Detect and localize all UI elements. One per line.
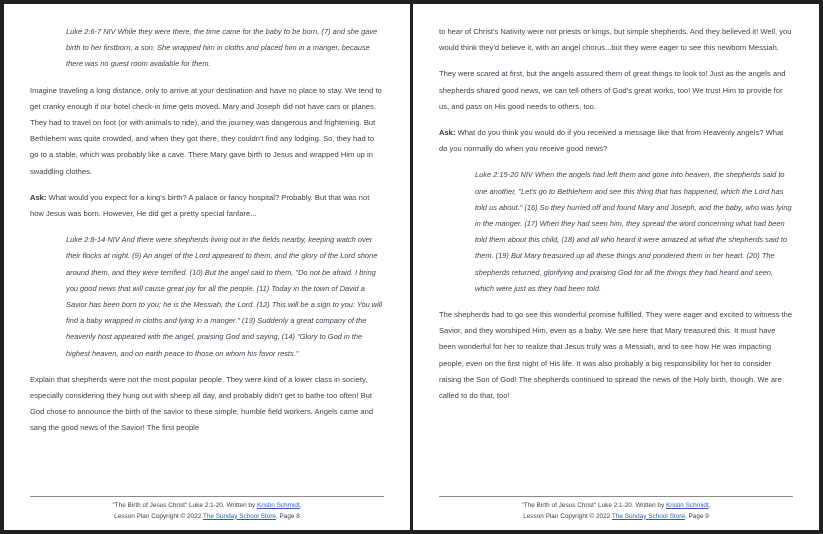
publisher-link[interactable]: The Sunday School Store: [202, 512, 276, 520]
page-footer: [439, 493, 793, 522]
body-paragraph: Imagine traveling a long distance, only to arrive at your destination and have no place to stay. We tend to get cranky enough if our hotel check-in time gets moved. Mary and Joseph did not have cars or planes. They had to travel on foot (or with animals to ride), and the journey was dangerous and frightening. But Bethlehem was quite crowded, and when they got there, they couldn't find any lodging. So, they had to go to a stable, which was probably like a cave. There Mary gave birth to Jesus and wrapped Him up in swaddling clothes.: [30, 85, 382, 176]
scripture-block: [36, 232, 384, 362]
footer-copyright-text: Lesson Plan Copyright © 2022: [114, 512, 203, 520]
footer-divider: [439, 496, 793, 497]
page-right-body: [439, 24, 793, 493]
scripture-block: [445, 167, 793, 297]
body-paragraph: They were scared at first, but the angels assured them of great things to look to! Just as the angels and shepherds shared good news, we can tell others of God's great works, too! We trust Him to provide for us, and pass on His good needs to others, too.: [439, 69, 786, 111]
footer-title-text: "The Birth of Jesus Christ" Luke 2:1-20. Written by: [521, 502, 666, 509]
ask-label: Ask:: [439, 128, 456, 138]
ask-text: What do you think you would do if you received a message like that from Heavenly angels? What do you normally do when you receive good news?: [439, 128, 784, 154]
footer-line-title: [439, 501, 793, 512]
footer-line-copyright: [30, 512, 384, 523]
scripture-text: When the angels had left them and gone into heaven, the shepherds said to one another, "Let's go to Bethlehem and see this thing that has happened, which the Lord has told us about." (16) So they hurried off and found Mary and Joseph, and the baby, who was lying in the manger. (17) When they had seen him, they spread the word concerning what had been told them about this child, (18) and all who heard it were amazed at what the shepherds said to them. (19) But Mary treasured up all these things and pondered them in her heart. (20) The shepherds returned, glorifying and praising God for all the things they had heard and seen, which were just as they had been told.: [475, 170, 792, 293]
page-footer: [30, 493, 384, 522]
footer-title-text: "The Birth of Jesus Christ" Luke 2:1-20. Written by: [112, 502, 257, 509]
footer-page-number: , Page 8: [275, 512, 300, 520]
scripture-reference: Luke 2:6-7 NIV: [66, 27, 116, 36]
ask-paragraph: [30, 190, 384, 222]
footer-line-title: [30, 501, 384, 512]
publisher-link[interactable]: The Sunday School Store: [611, 512, 685, 520]
author-link[interactable]: Kristin Schmidt: [665, 502, 709, 509]
page-left-body: [30, 24, 384, 493]
body-paragraph: to hear of Christ's Nativity were not priests or kings, but simple shepherds. And they believed it! Well, you would think they'd believe it, with an angel chorus...but they were eager to see this newborn Messiah.: [439, 27, 792, 53]
scripture-reference: Luke 2:15-20 NIV: [475, 170, 533, 180]
scripture-block: [36, 24, 384, 73]
footer-line-copyright: [439, 512, 793, 523]
document-page-left: [4, 4, 410, 530]
footer-title-suffix: ,: [708, 502, 711, 509]
ask-paragraph: [439, 125, 793, 157]
footer-title-suffix: ,: [299, 502, 302, 509]
footer-divider: [30, 496, 384, 497]
scripture-text: While they were there, the time came for the baby to be born, (7) and she gave birth to her firstborn, a son. She wrapped him in cloths and placed him in a manger, because there was no guest room available for them.: [66, 27, 378, 69]
body-paragraph: The shepherds had to go see this wonderful promise fulfilled. They were eager and excited to witness the Savior, and they worshiped Him, even as a baby. We see here that Mary treasured this. It must have been wonderful for her to realize that Jesus truly was a Messiah, and to see how He was impacting people, even on the first night of His life. It was also probably a big responsibility for her to consider raising the Son of God! The shepherds continued to spread the news of the Holy birth, though. We are called to do that, too!: [439, 310, 793, 401]
author-link[interactable]: Kristin Schmidt: [256, 502, 300, 509]
footer-copyright-text: Lesson Plan Copyright © 2022: [523, 512, 612, 520]
ask-label: Ask:: [30, 192, 47, 202]
ask-text: What would you expect for a king's birth? A palace or fancy hospital? Probably. But that was not how Jesus was born. However, He did get a pretty special fanfare...: [30, 192, 370, 219]
document-page-right: [413, 4, 819, 530]
scripture-text: And there were shepherds living out in the fields nearby, keeping watch over their flocks at night. (9) An angel of the Lord appeared to them, and the glory of the Lord shone around them, and they were terrified. (10) But the angel said to them, "Do not be afraid. I bring you good news that will cause great joy for all the people. (11) Today in the town of David a Savior has been born to you; he is the Messiah, the Lord. (12) This will be a sign to you: You will find a baby wrapped in cloths and lying in a manger." (13) Suddenly a great company of the heavenly host appeared with the angel, praising God and saying, (14) "Glory to God in the highest heaven, and on earth peace to those on whom his favor rests.": [66, 235, 383, 358]
scripture-reference: Luke 2:8-14 NIV: [66, 235, 120, 245]
body-paragraph: Explain that shepherds were not the most popular people. They were kind of a lower class in society, especially considering they hung out with sheep all day, and probably didn't get to bathe too often! But God chose to announce the birth of the savior to these simple, humble field workers. Angels came and sang the good news of the Savior! The first people: [30, 374, 374, 433]
footer-page-number: , Page 9: [684, 512, 709, 520]
